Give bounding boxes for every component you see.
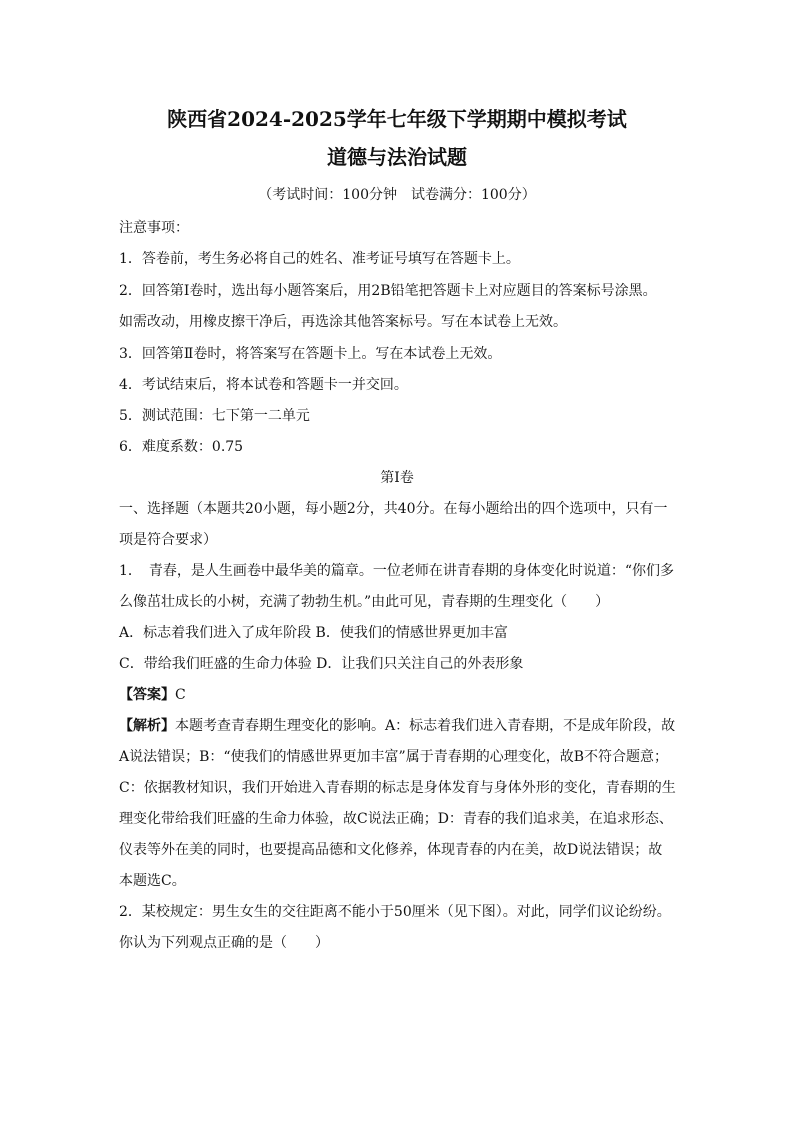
note-item-2-line2: 如需改动，用橡皮擦干净后，再选涂其他答案标号。写在本试卷上无效。 xyxy=(119,314,567,330)
analysis-label: 【解析】 xyxy=(119,718,175,734)
question-1-analysis-line6: 本题选C。 xyxy=(119,873,186,889)
note-item-1: 1．答卷前，考生务必将自己的姓名、准考证号填写在答题卡上。 xyxy=(119,251,520,267)
question-1-analysis-line5: 仪表等外在美的同时，也要提高品德和文化修养，体现青春的内在美，故D说法错误；故 xyxy=(119,842,663,858)
answer-value: C xyxy=(175,687,186,703)
question-1-options-ab: A．标志着我们进入了成年阶段 B．使我们的情感世界更加丰富 xyxy=(119,625,508,641)
question-1-analysis-line4: 理变化带给我们旺盛的生命力体验，故C说法正确；D：青春的我们追求美，在追求形态、 xyxy=(119,811,673,827)
question-1-analysis-line3: C：依据教材知识，我们开始进入青春期的标志是身体发育与身体外形的变化，青春期的生 xyxy=(119,780,676,796)
exam-subject-title: 道德与法治试题 xyxy=(327,145,467,169)
answer-label: 【答案】 xyxy=(119,687,175,703)
question-1-analysis-line2: A说法错误；B：“使我们的情感世界更加丰富”属于青春期的心理变化，故B不符合题意； xyxy=(119,749,668,765)
exam-time-info: （考试时间：100分钟 试卷满分：100分） xyxy=(258,187,536,203)
exam-title: 陕西省2024-2025学年七年级下学期期中模拟考试 xyxy=(167,107,627,131)
notes-heading: 注意事项： xyxy=(119,220,189,236)
part1-instructions-line1: 一、选择题（本题共20小题，每小题2分，共40分。在每小题给出的四个选项中，只有一 xyxy=(119,501,668,517)
question-1-stem-line1: 1． 青春，是人生画卷中最华美的篇章。一位老师在讲青春期的身体变化时说道：“你们多 xyxy=(119,563,675,579)
question-1-options-cd: C．带给我们旺盛的生命力体验 D．让我们只关注自己的外表形象 xyxy=(119,656,524,672)
volume-title: 第Ⅰ卷 xyxy=(380,470,414,486)
question-1-answer xyxy=(119,686,679,704)
question-1-stem-line2: 么像茁壮成长的小树，充满了勃勃生机。”由此可见，青春期的生理变化（ ） xyxy=(119,594,610,610)
part1-instructions-line2: 项是符合要求） xyxy=(119,532,217,548)
analysis-text: 本题考查青春期生理变化的影响。A：标志着我们进入青春期，不是成年阶段，故 xyxy=(175,718,676,734)
note-item-6: 6．难度系数：0.75 xyxy=(119,439,244,455)
note-item-2-line1: 2．回答第Ⅰ卷时，选出每小题答案后，用2B铅笔把答题卡上对应题目的答案标号涂黑。 xyxy=(119,283,657,299)
note-item-3: 3．回答第Ⅱ卷时，将答案写在答题卡上。写在本试卷上无效。 xyxy=(119,346,502,362)
note-item-4: 4．考试结束后，将本试卷和答题卡一并交回。 xyxy=(119,377,408,393)
question-2-stem-line2: 你认为下列观点正确的是（ ） xyxy=(119,935,329,951)
question-2-stem-line1: 2．某校规定：男生女生的交往距离不能小于50厘米（见下图）。对此，同学们议论纷纷。 xyxy=(119,904,671,920)
question-1-analysis-line1 xyxy=(119,717,679,735)
note-item-5: 5．测试范围：七下第一二单元 xyxy=(119,408,310,424)
